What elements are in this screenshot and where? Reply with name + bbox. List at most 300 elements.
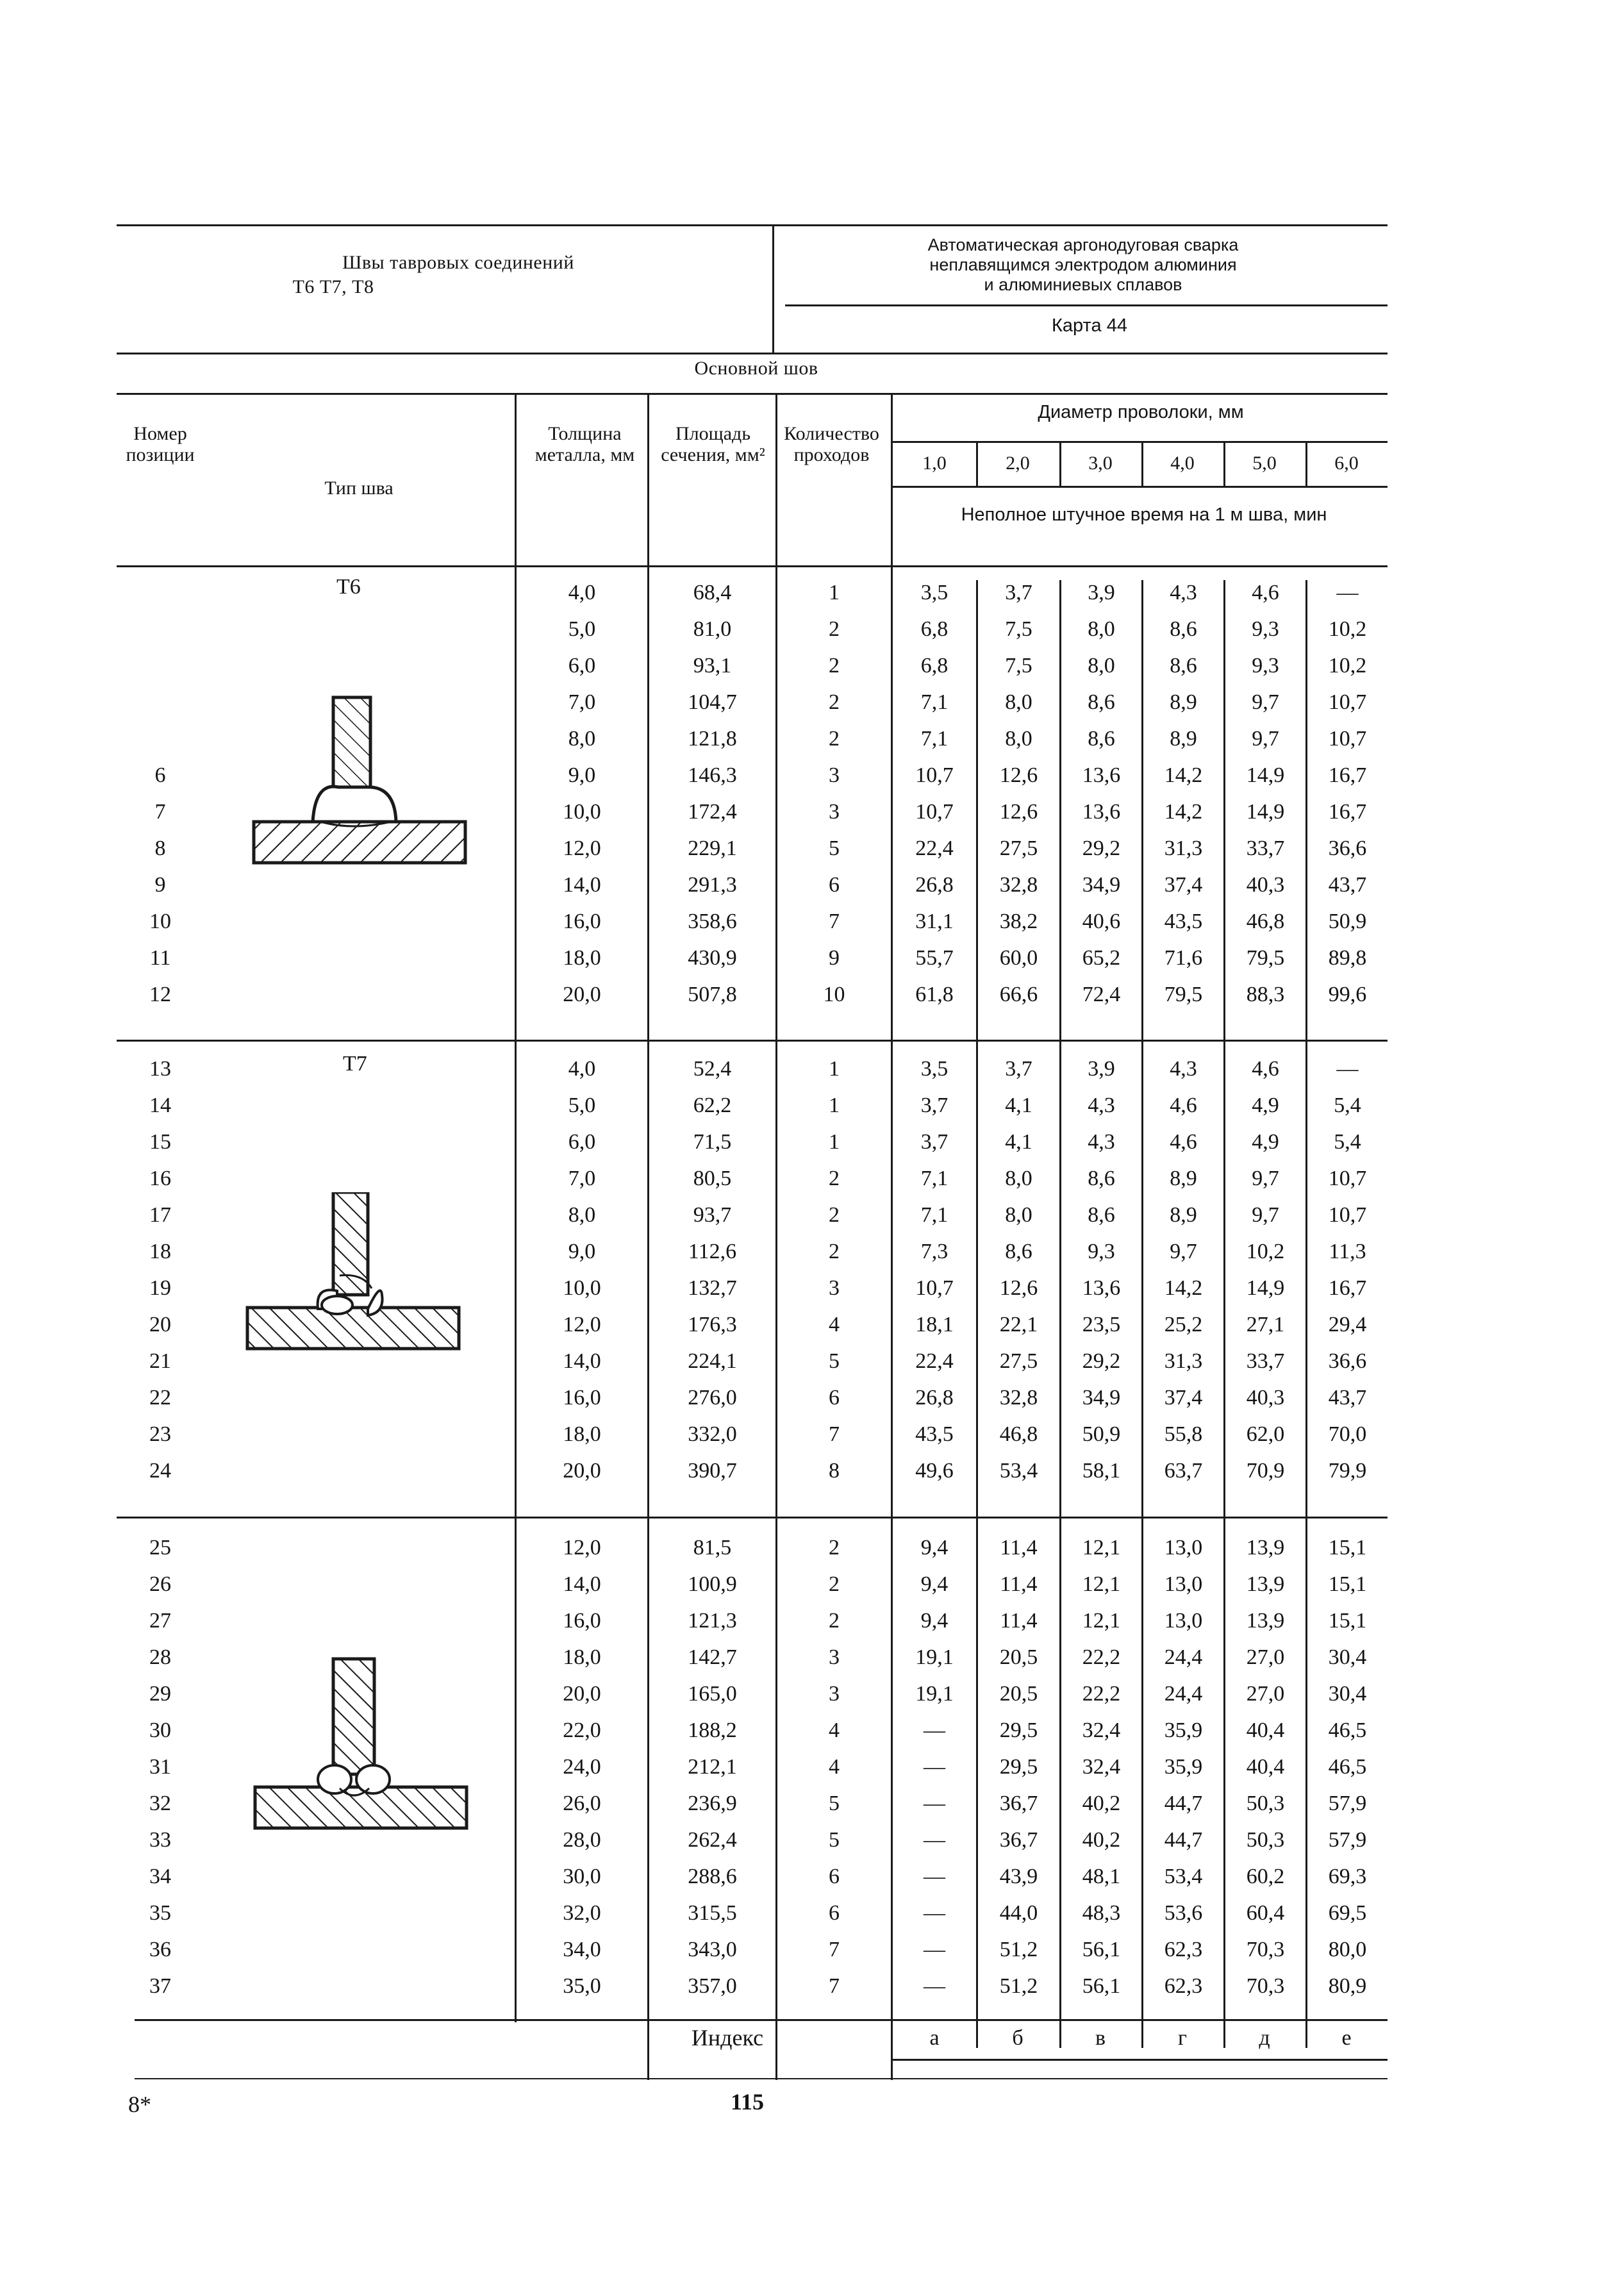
- time-cell: 3,5: [920, 581, 949, 604]
- area-cell: 390,7: [688, 1459, 737, 1483]
- time-cell: 56,1: [1082, 1974, 1121, 1998]
- time-cell: 5,4: [1334, 1094, 1361, 1117]
- passes-cell: 4: [829, 1313, 840, 1336]
- area-cell: 71,5: [693, 1130, 732, 1154]
- time-cell: 10,2: [1246, 1240, 1285, 1263]
- block-1-type: Т6: [336, 575, 361, 599]
- time-cell: 7,1: [920, 1167, 949, 1190]
- header-bottom-rule: [117, 353, 1388, 354]
- time-cell: 3,5: [920, 1057, 949, 1081]
- time-cell: 58,1: [1082, 1459, 1121, 1483]
- thickness-cell: 35,0: [563, 1974, 601, 1998]
- time-cell: 11,3: [1329, 1240, 1366, 1263]
- area-cell: 262,4: [688, 1828, 737, 1852]
- header-divider: [772, 224, 774, 353]
- time-cell: 9,3: [1252, 654, 1279, 678]
- passes-cell: 3: [829, 1682, 840, 1706]
- time-cell: 4,6: [1252, 581, 1279, 604]
- index-letter-3: в: [1095, 2026, 1106, 2050]
- time-cell: 8,9: [1170, 727, 1197, 751]
- right-title-line-1: Автоматическая аргонодуговая сварка: [927, 235, 1239, 254]
- time-cell: 46,5: [1328, 1755, 1367, 1779]
- area-cell: 62,2: [693, 1094, 732, 1117]
- time-cell: 79,5: [1246, 946, 1285, 970]
- index-letter-2: б: [1012, 2026, 1023, 2050]
- position-number: 8: [154, 836, 166, 860]
- time-cell: 10,7: [915, 1276, 954, 1300]
- time-cell: 71,6: [1164, 946, 1203, 970]
- thickness-cell: 24,0: [563, 1755, 601, 1779]
- time-cell: 14,2: [1164, 1276, 1203, 1300]
- time-cell: 15,1: [1328, 1572, 1367, 1596]
- left-subtitle: Т6 Т7, Т8: [292, 276, 374, 297]
- time-cell: 61,8: [915, 983, 954, 1006]
- time-header: Неполное штучное время на 1 м шва, мин: [961, 504, 1327, 525]
- time-cell: 70,3: [1246, 1938, 1285, 1961]
- thickness-cell: 12,0: [563, 836, 601, 860]
- thickness-cell: 8,0: [568, 727, 596, 751]
- time-cell: 57,9: [1328, 1828, 1367, 1852]
- time-cell: 32,4: [1082, 1718, 1121, 1742]
- time-cell: 3,9: [1088, 1057, 1115, 1081]
- time-cell: 65,2: [1082, 946, 1121, 970]
- position-number: 33: [149, 1828, 171, 1852]
- time-cell: 9,7: [1252, 690, 1279, 714]
- time-cell: 13,9: [1246, 1609, 1285, 1633]
- area-cell: 68,4: [693, 581, 732, 604]
- time-cell: 89,8: [1328, 946, 1367, 970]
- time-cell: 14,9: [1246, 800, 1285, 824]
- time-cell: 9,3: [1088, 1240, 1115, 1263]
- time-cell: 55,8: [1164, 1422, 1203, 1446]
- time-cell: 43,5: [1164, 910, 1203, 933]
- thickness-cell: 9,0: [568, 763, 596, 787]
- time-cell: 31,1: [915, 910, 954, 933]
- time-cell: 12,1: [1082, 1572, 1121, 1596]
- time-cell: 11,4: [1000, 1609, 1038, 1633]
- time-cell: 53,6: [1164, 1901, 1203, 1925]
- time-cell: 13,6: [1082, 1276, 1121, 1300]
- time-cell: —: [924, 1718, 945, 1742]
- time-cell: 40,4: [1246, 1755, 1285, 1779]
- time-cell: 48,3: [1082, 1901, 1121, 1925]
- time-cell: 10,7: [1328, 1203, 1367, 1227]
- time-cell: 12,6: [999, 1276, 1038, 1300]
- time-cell: 24,4: [1164, 1645, 1203, 1669]
- time-cell: 27,1: [1246, 1313, 1285, 1336]
- passes-cell: 1: [829, 1094, 840, 1117]
- position-number: 37: [149, 1974, 171, 1998]
- area-cell: 104,7: [688, 690, 737, 714]
- thickness-cell: 20,0: [563, 1459, 601, 1483]
- position-number: 22: [149, 1386, 171, 1410]
- position-number: 17: [149, 1203, 171, 1227]
- time-cell: 36,7: [999, 1792, 1038, 1815]
- time-cell: 34,9: [1082, 1386, 1121, 1410]
- time-cell: 40,6: [1082, 910, 1121, 933]
- time-cell: 22,1: [999, 1313, 1038, 1336]
- thickness-cell: 5,0: [568, 1094, 596, 1117]
- time-cell: 99,6: [1328, 983, 1367, 1006]
- area-cell: 188,2: [688, 1718, 737, 1742]
- diameter-row: [893, 442, 1388, 487]
- time-cell: 4,3: [1088, 1130, 1115, 1154]
- time-cell: 53,4: [1164, 1865, 1203, 1888]
- diameter-3: 3,0: [1088, 453, 1113, 474]
- time-cell: 70,9: [1246, 1459, 1285, 1483]
- position-number: 36: [149, 1938, 171, 1961]
- column-header-rule: [117, 565, 1388, 567]
- time-cell: 35,9: [1164, 1718, 1203, 1742]
- thickness-cell: 5,0: [568, 617, 596, 641]
- passes-cell: 2: [829, 1609, 840, 1633]
- position-number: 28: [149, 1645, 171, 1669]
- position-number: 30: [149, 1718, 171, 1742]
- area-cell: 332,0: [688, 1422, 737, 1446]
- time-cell: 4,3: [1170, 1057, 1197, 1081]
- time-cell: 15,1: [1328, 1609, 1367, 1633]
- position-number: 29: [149, 1682, 171, 1706]
- time-cell: 9,7: [1170, 1240, 1197, 1263]
- area-cell: 358,6: [688, 910, 737, 933]
- passes-cell: 7: [829, 1422, 840, 1446]
- diameter-5: 5,0: [1252, 453, 1277, 474]
- time-cell: 8,0: [1088, 617, 1115, 641]
- time-cell: 44,7: [1164, 1828, 1203, 1852]
- index-letter-4: г: [1178, 2026, 1187, 2050]
- area-cell: 357,0: [688, 1974, 737, 1998]
- position-number: 14: [149, 1094, 171, 1117]
- passes-cell: 8: [829, 1459, 840, 1483]
- time-cell: 6,8: [920, 617, 949, 641]
- time-cell: 37,4: [1164, 1386, 1203, 1410]
- time-cell: 27,0: [1246, 1645, 1285, 1669]
- time-cell: 12,6: [999, 763, 1038, 787]
- time-cell: 24,4: [1164, 1682, 1203, 1706]
- time-cell: 32,8: [999, 873, 1038, 897]
- position-number: 24: [149, 1459, 171, 1483]
- time-cell: 66,6: [999, 983, 1038, 1006]
- time-cell: —: [924, 1755, 945, 1779]
- thickness-cell: 18,0: [563, 1422, 601, 1446]
- area-cell: 132,7: [688, 1276, 737, 1300]
- time-cell: 8,0: [1005, 1167, 1032, 1190]
- time-cell: 8,0: [1088, 654, 1115, 678]
- time-cell: 16,7: [1328, 800, 1367, 824]
- time-cell: 4,6: [1170, 1094, 1197, 1117]
- position-number: 18: [149, 1240, 171, 1263]
- time-cell: 4,3: [1088, 1094, 1115, 1117]
- position-number: 6: [154, 763, 166, 787]
- thickness-cell: 32,0: [563, 1901, 601, 1925]
- time-cell: 7,1: [920, 1203, 949, 1227]
- thickness-cell: 6,0: [568, 654, 596, 678]
- block-2-type: Т7: [343, 1052, 367, 1076]
- time-cell: 12,6: [999, 800, 1038, 824]
- top-rule: [117, 224, 1388, 226]
- index-letter-6: е: [1341, 2026, 1352, 2050]
- section-title: Основной шов: [694, 358, 818, 379]
- thickness-cell: 7,0: [568, 690, 596, 714]
- diameter-2: 2,0: [1006, 453, 1030, 474]
- passes-cell: 2: [829, 1572, 840, 1596]
- thickness-cell: 26,0: [563, 1792, 601, 1815]
- time-cell: 31,3: [1164, 836, 1203, 860]
- time-cell: 8,6: [1088, 727, 1115, 751]
- time-cell: 10,7: [1328, 690, 1367, 714]
- passes-cell: 4: [829, 1755, 840, 1779]
- thickness-cell: 14,0: [563, 1349, 601, 1373]
- time-cell: 26,8: [915, 1386, 954, 1410]
- time-cell: 29,5: [999, 1718, 1038, 1742]
- area-cell: 52,4: [693, 1057, 732, 1081]
- time-cell: 60,4: [1246, 1901, 1285, 1925]
- time-cell: 8,6: [1088, 1203, 1115, 1227]
- time-cell: 63,7: [1164, 1459, 1203, 1483]
- thickness-cell: 20,0: [563, 983, 601, 1006]
- time-cell: 38,2: [999, 910, 1038, 933]
- time-cell: 30,4: [1328, 1645, 1367, 1669]
- time-cell: 8,9: [1170, 1167, 1197, 1190]
- time-cell: 8,6: [1088, 1167, 1115, 1190]
- thickness-cell: 7,0: [568, 1167, 596, 1190]
- position-number: 16: [149, 1167, 171, 1190]
- time-cell: 55,7: [915, 946, 954, 970]
- passes-cell: 9: [829, 946, 840, 970]
- position-number: 21: [149, 1349, 171, 1373]
- col-area-header: Площадь сечения, мм²: [661, 423, 765, 465]
- block-rule-2: [117, 1517, 1388, 1518]
- time-cell: 50,9: [1328, 910, 1367, 933]
- time-cell: 32,4: [1082, 1755, 1121, 1779]
- time-cell: 16,7: [1328, 1276, 1367, 1300]
- time-cell: 57,9: [1328, 1792, 1367, 1815]
- time-cell: 9,4: [920, 1572, 949, 1596]
- time-cell: 8,0: [1005, 690, 1032, 714]
- position-number: 11: [149, 946, 171, 970]
- time-cell: 36,7: [999, 1828, 1038, 1852]
- passes-cell: 2: [829, 727, 840, 751]
- time-cell: 10,7: [915, 763, 954, 787]
- area-cell: 81,0: [693, 617, 732, 641]
- time-cell: 36,6: [1328, 836, 1367, 860]
- time-cell: 72,4: [1082, 983, 1121, 1006]
- passes-cell: 2: [829, 1167, 840, 1190]
- card-number: 44: [1106, 315, 1127, 336]
- passes-cell: 6: [829, 1901, 840, 1925]
- time-cell: 60,2: [1246, 1865, 1285, 1888]
- position-number: 9: [154, 873, 166, 897]
- time-cell: 37,4: [1164, 873, 1203, 897]
- position-number: 7: [154, 800, 166, 824]
- time-cell: 9,4: [920, 1609, 949, 1633]
- time-cell: 5,4: [1334, 1130, 1361, 1154]
- time-cell: 33,7: [1246, 1349, 1285, 1373]
- time-cell: 7,3: [920, 1240, 949, 1263]
- thickness-cell: 10,0: [563, 800, 601, 824]
- time-cell: 10,7: [1328, 1167, 1367, 1190]
- thickness-cell: 12,0: [563, 1536, 601, 1560]
- time-cell: 22,4: [915, 1349, 954, 1373]
- position-number: 13: [149, 1057, 171, 1081]
- time-cell: 44,7: [1164, 1792, 1203, 1815]
- time-cell: 4,9: [1252, 1130, 1279, 1154]
- passes-cell: 7: [829, 1974, 840, 1998]
- thickness-cell: 10,0: [563, 1276, 601, 1300]
- time-cell: 14,2: [1164, 800, 1203, 824]
- time-cell: 46,8: [999, 1422, 1038, 1446]
- time-cell: 3,7: [920, 1094, 949, 1117]
- position-number: 15: [149, 1130, 171, 1154]
- diameter-rule-bottom: [893, 486, 1388, 488]
- thickness-cell: 18,0: [563, 946, 601, 970]
- passes-cell: 4: [829, 1718, 840, 1742]
- time-cell: 53,4: [999, 1459, 1038, 1483]
- time-cell: 43,7: [1328, 873, 1367, 897]
- time-cell: 43,9: [999, 1865, 1038, 1888]
- time-cell: 46,8: [1246, 910, 1285, 933]
- time-cell: —: [924, 1901, 945, 1925]
- time-cell: 27,5: [999, 1349, 1038, 1373]
- time-cell: 43,7: [1328, 1386, 1367, 1410]
- passes-cell: 5: [829, 1792, 840, 1815]
- diameter-6: 6,0: [1334, 453, 1359, 474]
- time-cell: 13,9: [1246, 1572, 1285, 1596]
- time-cell: 9,7: [1252, 1203, 1279, 1227]
- passes-cell: 7: [829, 910, 840, 933]
- time-cell: 79,9: [1328, 1459, 1367, 1483]
- area-cell: 100,9: [688, 1572, 737, 1596]
- card-label: [1019, 316, 1160, 336]
- position-number: 25: [149, 1536, 171, 1560]
- time-cell: 9,7: [1252, 727, 1279, 751]
- passes-cell: 10: [823, 983, 845, 1006]
- time-cell: —: [924, 1828, 945, 1852]
- passes-cell: 1: [829, 1057, 840, 1081]
- time-cell: —: [1336, 1057, 1359, 1081]
- time-cell: 15,1: [1328, 1536, 1367, 1560]
- left-title: Швы тавровых соединений: [342, 252, 574, 273]
- time-cell: 40,3: [1246, 1386, 1285, 1410]
- passes-cell: 7: [829, 1938, 840, 1961]
- time-cell: 9,3: [1252, 617, 1279, 641]
- area-cell: 146,3: [688, 763, 737, 787]
- thickness-cell: 22,0: [563, 1718, 601, 1742]
- time-cell: 8,6: [1170, 654, 1197, 678]
- col-position-header: Номер позиции: [126, 423, 195, 465]
- area-cell: 172,4: [688, 800, 737, 824]
- time-cell: 22,2: [1082, 1682, 1121, 1706]
- time-cell: 4,6: [1170, 1130, 1197, 1154]
- thickness-cell: 14,0: [563, 1572, 601, 1596]
- time-cell: 11,4: [1000, 1536, 1038, 1560]
- passes-cell: 2: [829, 1536, 840, 1560]
- col-seam-type-header: Тип шва: [324, 478, 394, 499]
- time-cell: 4,1: [1005, 1130, 1032, 1154]
- passes-cell: 6: [829, 1386, 840, 1410]
- block-rule-1: [117, 1040, 1388, 1042]
- area-cell: 112,6: [688, 1240, 737, 1263]
- area-cell: 507,8: [688, 983, 737, 1006]
- thickness-cell: 28,0: [563, 1828, 601, 1852]
- time-cell: 3,7: [1005, 581, 1032, 604]
- time-cell: 51,2: [999, 1938, 1038, 1961]
- time-cell: 13,0: [1164, 1572, 1203, 1596]
- time-cell: 40,2: [1082, 1828, 1121, 1852]
- time-cell: 33,7: [1246, 836, 1285, 860]
- time-cell: —: [924, 1792, 945, 1815]
- time-cell: 13,0: [1164, 1609, 1203, 1633]
- time-cell: 29,2: [1082, 1349, 1121, 1373]
- position-number: 19: [149, 1276, 171, 1300]
- time-cell: 8,6: [1005, 1240, 1032, 1263]
- index-letter-1: а: [929, 2026, 940, 2050]
- time-cell: 8,6: [1170, 617, 1197, 641]
- time-cell: 12,1: [1082, 1609, 1121, 1633]
- area-cell: 93,1: [693, 654, 732, 678]
- time-cell: 14,9: [1246, 1276, 1285, 1300]
- position-number: 26: [149, 1572, 171, 1596]
- time-cell: 6,8: [920, 654, 949, 678]
- passes-cell: 6: [829, 1865, 840, 1888]
- time-cell: 48,1: [1082, 1865, 1121, 1888]
- passes-cell: 3: [829, 1645, 840, 1669]
- passes-cell: 2: [829, 1240, 840, 1263]
- time-cell: 40,2: [1082, 1792, 1121, 1815]
- thickness-cell: 30,0: [563, 1865, 601, 1888]
- page-number: 115: [731, 2089, 765, 2115]
- time-cell: 34,9: [1082, 873, 1121, 897]
- passes-cell: 3: [829, 1276, 840, 1300]
- col-passes-header: Количество проходов: [784, 423, 879, 465]
- right-title-line-2: неплавящимся электродом алюминия: [929, 255, 1237, 274]
- time-cell: 10,7: [1328, 727, 1367, 751]
- time-cell: 20,5: [999, 1682, 1038, 1706]
- area-cell: 176,3: [688, 1313, 737, 1336]
- time-cell: 4,9: [1252, 1094, 1279, 1117]
- time-cell: 23,5: [1082, 1313, 1121, 1336]
- time-cell: 10,2: [1328, 617, 1367, 641]
- time-cell: 79,5: [1164, 983, 1203, 1006]
- time-cell: 22,2: [1082, 1645, 1121, 1669]
- time-cell: 13,0: [1164, 1536, 1203, 1560]
- time-cell: 32,8: [999, 1386, 1038, 1410]
- time-cell: 14,9: [1246, 763, 1285, 787]
- time-cell: 30,4: [1328, 1682, 1367, 1706]
- time-cell: 43,5: [915, 1422, 954, 1446]
- time-cell: 50,3: [1246, 1792, 1285, 1815]
- col-thickness-header: Толщина металла, мм: [534, 423, 635, 465]
- thickness-cell: 16,0: [563, 910, 601, 933]
- time-cell: 3,7: [920, 1130, 949, 1154]
- time-cell: 88,3: [1246, 983, 1285, 1006]
- time-cell: 60,0: [999, 946, 1038, 970]
- passes-cell: 2: [829, 1203, 840, 1227]
- time-cell: 8,0: [1005, 1203, 1032, 1227]
- time-cell: 44,0: [999, 1901, 1038, 1925]
- time-cell: 10,7: [915, 800, 954, 824]
- seam-diagram-t6: [244, 679, 474, 865]
- position-number: 27: [149, 1609, 171, 1633]
- position-number: 10: [149, 910, 171, 933]
- passes-cell: 1: [829, 1130, 840, 1154]
- time-cell: 80,0: [1328, 1938, 1367, 1961]
- time-cell: 4,6: [1252, 1057, 1279, 1081]
- time-cell: 27,5: [999, 836, 1038, 860]
- time-cell: 50,9: [1082, 1422, 1121, 1446]
- position-number: 32: [149, 1792, 171, 1815]
- time-cell: 13,9: [1246, 1536, 1285, 1560]
